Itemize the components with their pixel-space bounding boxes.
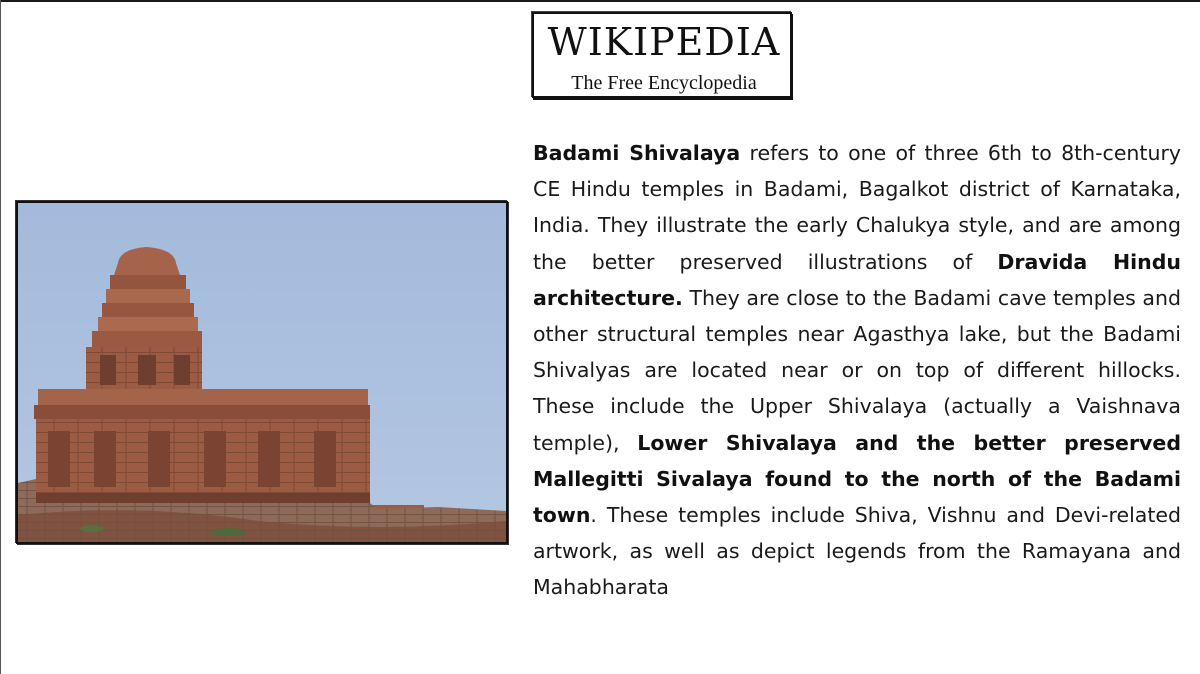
article-bold-term: Dravida Hindu architecture. xyxy=(533,249,1181,310)
wikipedia-logo xyxy=(532,12,792,98)
temple-hall xyxy=(34,389,370,503)
article-text-segment: refers to one of three 6th to 8th-century CE Hindu temples in Badami, Bagalkot district of Karnataka, India. They illustrate the early Chalukya style, and are among the better preserved illustrations of xyxy=(533,141,1182,274)
article-bold-term: Lower Shivalaya and the better preserved Mallegitti Sivalaya found to the north of the Badami town xyxy=(533,430,1181,528)
temple-illustration xyxy=(18,203,506,542)
logo-title: WIKIPEDIA xyxy=(547,20,781,64)
article-title-term: Badami Shivalaya xyxy=(533,141,741,165)
temple-photo xyxy=(16,201,508,544)
left-border xyxy=(0,0,1,674)
article-text xyxy=(533,135,1181,606)
top-border xyxy=(0,0,1200,2)
article-text-segment: . These temples include Shiva, Vishnu and Devi-related artwork, as well as depict legends from the Ramayana and Mahabharata xyxy=(533,503,1181,600)
article-text-segment: They are close to the Badami cave temples and other structural temples near Agasthya lake, but the Badami Shivalyas are located near or on top of different hillocks. These include the Upper Shivalaya (actually a Vaishnava temple), xyxy=(533,285,1181,455)
logo-subtitle: The Free Encyclopedia xyxy=(571,72,757,94)
